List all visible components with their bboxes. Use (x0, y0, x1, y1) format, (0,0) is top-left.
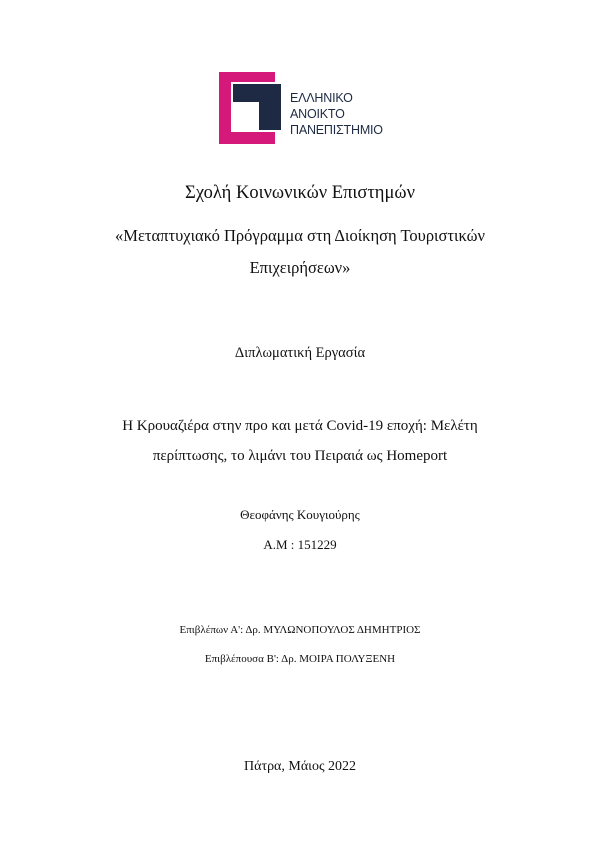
author-name: Θεοφάνης Κουγιούρης (240, 507, 360, 522)
logo-text-line-2: ΑΝΟΙΚΤΟ (290, 107, 345, 121)
place-and-date: Πάτρα, Μάιος 2022 (244, 759, 356, 774)
school-name: Σχολή Κοινωνικών Επιστημών (185, 183, 415, 203)
university-logo (219, 72, 404, 144)
thesis-title-line-1: Η Κρουαζιέρα στην προ και μετά Covid-19 εποχή: Μελέτη (122, 418, 478, 434)
student-id: Α.Μ : 151229 (263, 537, 337, 552)
supervisor-a: Επιβλέπων Α': Δρ. ΜΥΛΩΝΟΠΟΥΛΟΣ ΔΗΜΗΤΡΙΟΣ (179, 624, 421, 636)
logo-text-line-1: ΕΛΛΗΝΙΚΟ (290, 91, 353, 105)
program-name-line-1: «Μεταπτυχιακό Πρόγραμμα στη Διοίκηση Τουριστικών (115, 226, 485, 245)
university-logo-mark-icon (219, 72, 285, 144)
thesis-type: Διπλωματική Εργασία (234, 345, 366, 361)
logo-text-line-3: ΠΑΝΕΠΙΣΤΗΜΙΟ (290, 123, 383, 137)
university-logo-text (290, 90, 383, 138)
program-name-line-2: Επιχειρήσεων» (249, 258, 351, 277)
supervisor-b: Επιβλέπουσα Β': Δρ. ΜΟΙΡΑ ΠΟΛΥΞΕΝΗ (204, 653, 396, 665)
thesis-title-line-2: περίπτωσης, το λιμάνι του Πειραιά ως Homeport (152, 448, 448, 464)
